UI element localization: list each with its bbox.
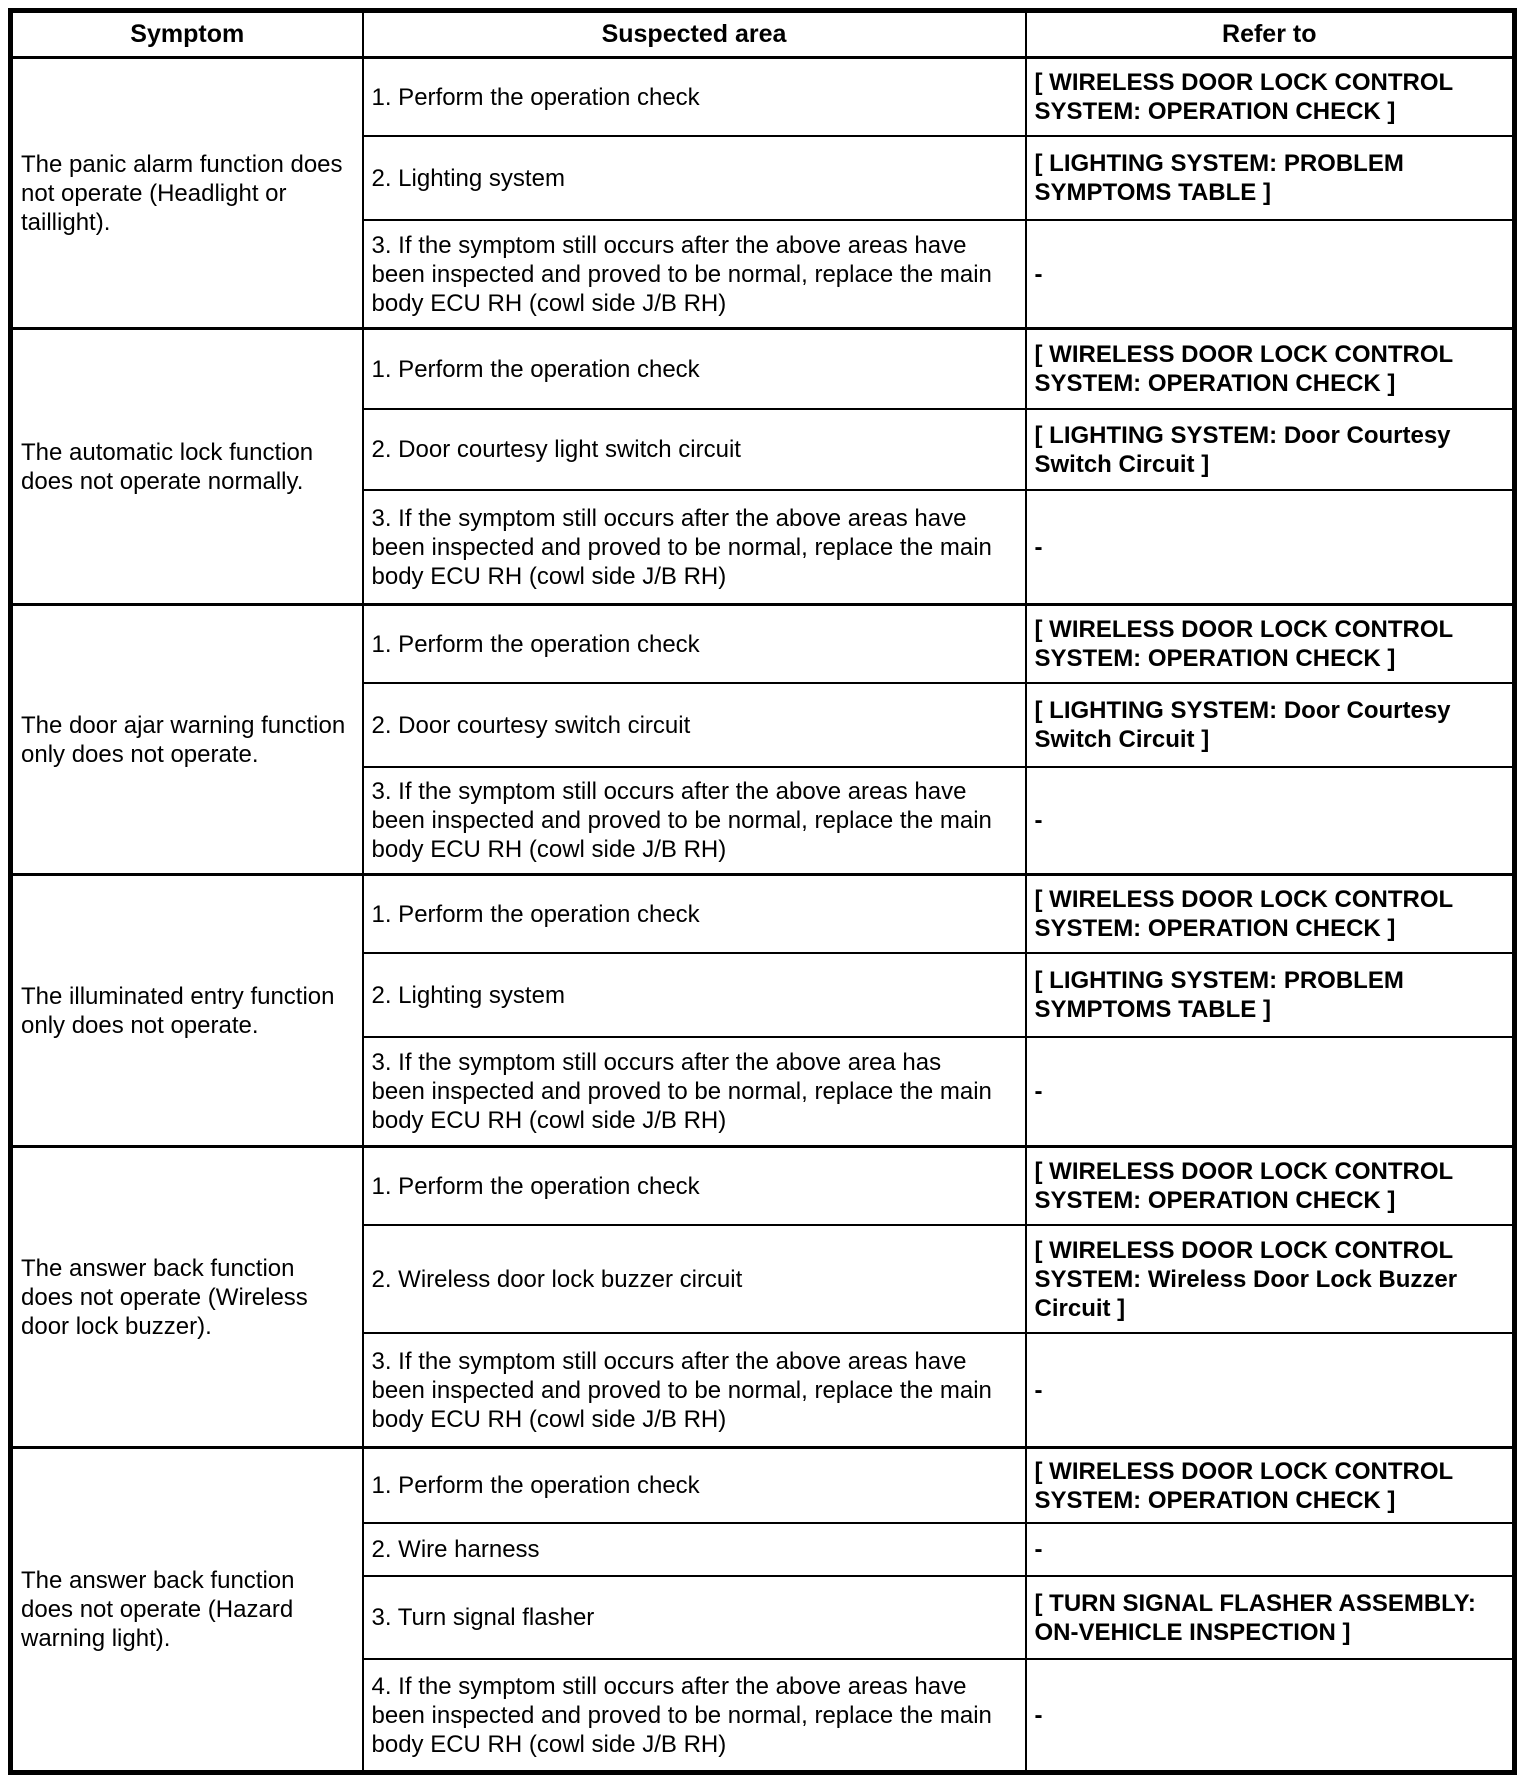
refer-to-cell: [ WIRELESS DOOR LOCK CONTROL SYSTEM: OPERATION CHECK ]	[1026, 1448, 1515, 1524]
suspected-area-cell: 3. Turn signal flasher	[363, 1576, 1026, 1659]
refer-to-cell: [ LIGHTING SYSTEM: Door Courtesy Switch Circuit ]	[1026, 683, 1515, 767]
symptom-cell: The panic alarm function does not operate (Headlight or taillight).	[11, 58, 363, 329]
suspected-area-cell: 2. Wire harness	[363, 1523, 1026, 1576]
refer-to-cell: -	[1026, 767, 1515, 875]
symptom-group-door-ajar	[11, 605, 1515, 875]
symptom-cell: The answer back function does not operate (Wireless door lock buzzer).	[11, 1147, 363, 1448]
symptom-group-automatic-lock	[11, 329, 1515, 605]
refer-to-cell: [ WIRELESS DOOR LOCK CONTROL SYSTEM: OPERATION CHECK ]	[1026, 875, 1515, 954]
suspected-area-cell: 2. Lighting system	[363, 953, 1026, 1037]
suspected-area-cell: 3. If the symptom still occurs after the above areas have been inspected and proved to be normal, replace the main body ECU RH (cowl side J/B RH)	[363, 220, 1026, 329]
refer-to-cell: [ TURN SIGNAL FLASHER ASSEMBLY: ON-VEHICLE INSPECTION ]	[1026, 1576, 1515, 1659]
header-suspected-area: Suspected area	[363, 11, 1026, 58]
refer-to-cell: [ LIGHTING SYSTEM: PROBLEM SYMPTOMS TABLE ]	[1026, 136, 1515, 220]
symptom-group-illuminated-entry	[11, 875, 1515, 1147]
symptom-cell: The answer back function does not operate (Hazard warning light).	[11, 1448, 363, 1773]
suspected-area-cell: 3. If the symptom still occurs after the above area has been inspected and proved to be normal, replace the main body ECU RH (cowl side J/B RH)	[363, 1037, 1026, 1147]
suspected-area-cell: 1. Perform the operation check	[363, 875, 1026, 954]
header-row	[11, 11, 1515, 58]
refer-to-cell: [ LIGHTING SYSTEM: Door Courtesy Switch Circuit ]	[1026, 409, 1515, 490]
table-row	[11, 1147, 1515, 1226]
header-refer-to: Refer to	[1026, 11, 1515, 58]
refer-to-cell: [ WIRELESS DOOR LOCK CONTROL SYSTEM: Wireless Door Lock Buzzer Circuit ]	[1026, 1225, 1515, 1333]
suspected-area-cell: 2. Lighting system	[363, 136, 1026, 220]
refer-to-cell: -	[1026, 490, 1515, 605]
suspected-area-cell: 1. Perform the operation check	[363, 605, 1026, 684]
table-row	[11, 875, 1515, 954]
refer-to-cell: [ WIRELESS DOOR LOCK CONTROL SYSTEM: OPERATION CHECK ]	[1026, 1147, 1515, 1226]
symptom-group-answer-back-hazard	[11, 1448, 1515, 1773]
table-header	[11, 11, 1515, 58]
refer-to-cell: -	[1026, 1523, 1515, 1576]
table-row	[11, 329, 1515, 410]
suspected-area-cell: 2. Door courtesy light switch circuit	[363, 409, 1026, 490]
problem-symptoms-table	[8, 8, 1517, 1775]
refer-to-cell: [ WIRELESS DOOR LOCK CONTROL SYSTEM: OPERATION CHECK ]	[1026, 605, 1515, 684]
table-row	[11, 58, 1515, 137]
symptom-cell: The automatic lock function does not operate normally.	[11, 329, 363, 605]
suspected-area-cell: 1. Perform the operation check	[363, 1147, 1026, 1226]
suspected-area-cell: 1. Perform the operation check	[363, 1448, 1026, 1524]
suspected-area-cell: 3. If the symptom still occurs after the above areas have been inspected and proved to be normal, replace the main body ECU RH (cowl side J/B RH)	[363, 767, 1026, 875]
refer-to-cell: [ WIRELESS DOOR LOCK CONTROL SYSTEM: OPERATION CHECK ]	[1026, 329, 1515, 410]
refer-to-cell: [ WIRELESS DOOR LOCK CONTROL SYSTEM: OPERATION CHECK ]	[1026, 58, 1515, 137]
symptom-cell: The illuminated entry function only does not operate.	[11, 875, 363, 1147]
symptom-group-panic-alarm	[11, 58, 1515, 329]
refer-to-cell: -	[1026, 1037, 1515, 1147]
suspected-area-cell: 2. Wireless door lock buzzer circuit	[363, 1225, 1026, 1333]
refer-to-cell: -	[1026, 220, 1515, 329]
table-row	[11, 605, 1515, 684]
suspected-area-cell: 3. If the symptom still occurs after the above areas have been inspected and proved to be normal, replace the main body ECU RH (cowl side J/B RH)	[363, 490, 1026, 605]
table-row	[11, 1448, 1515, 1524]
symptom-group-answer-back-buzzer	[11, 1147, 1515, 1448]
suspected-area-cell: 1. Perform the operation check	[363, 329, 1026, 410]
suspected-area-cell: 4. If the symptom still occurs after the above areas have been inspected and proved to be normal, replace the main body ECU RH (cowl side J/B RH)	[363, 1659, 1026, 1773]
refer-to-cell: -	[1026, 1333, 1515, 1448]
header-symptom: Symptom	[11, 11, 363, 58]
refer-to-cell: -	[1026, 1659, 1515, 1773]
refer-to-cell: [ LIGHTING SYSTEM: PROBLEM SYMPTOMS TABLE ]	[1026, 953, 1515, 1037]
suspected-area-cell: 2. Door courtesy switch circuit	[363, 683, 1026, 767]
suspected-area-cell: 1. Perform the operation check	[363, 58, 1026, 137]
suspected-area-cell: 3. If the symptom still occurs after the above areas have been inspected and proved to be normal, replace the main body ECU RH (cowl side J/B RH)	[363, 1333, 1026, 1448]
symptom-cell: The door ajar warning function only does not operate.	[11, 605, 363, 875]
